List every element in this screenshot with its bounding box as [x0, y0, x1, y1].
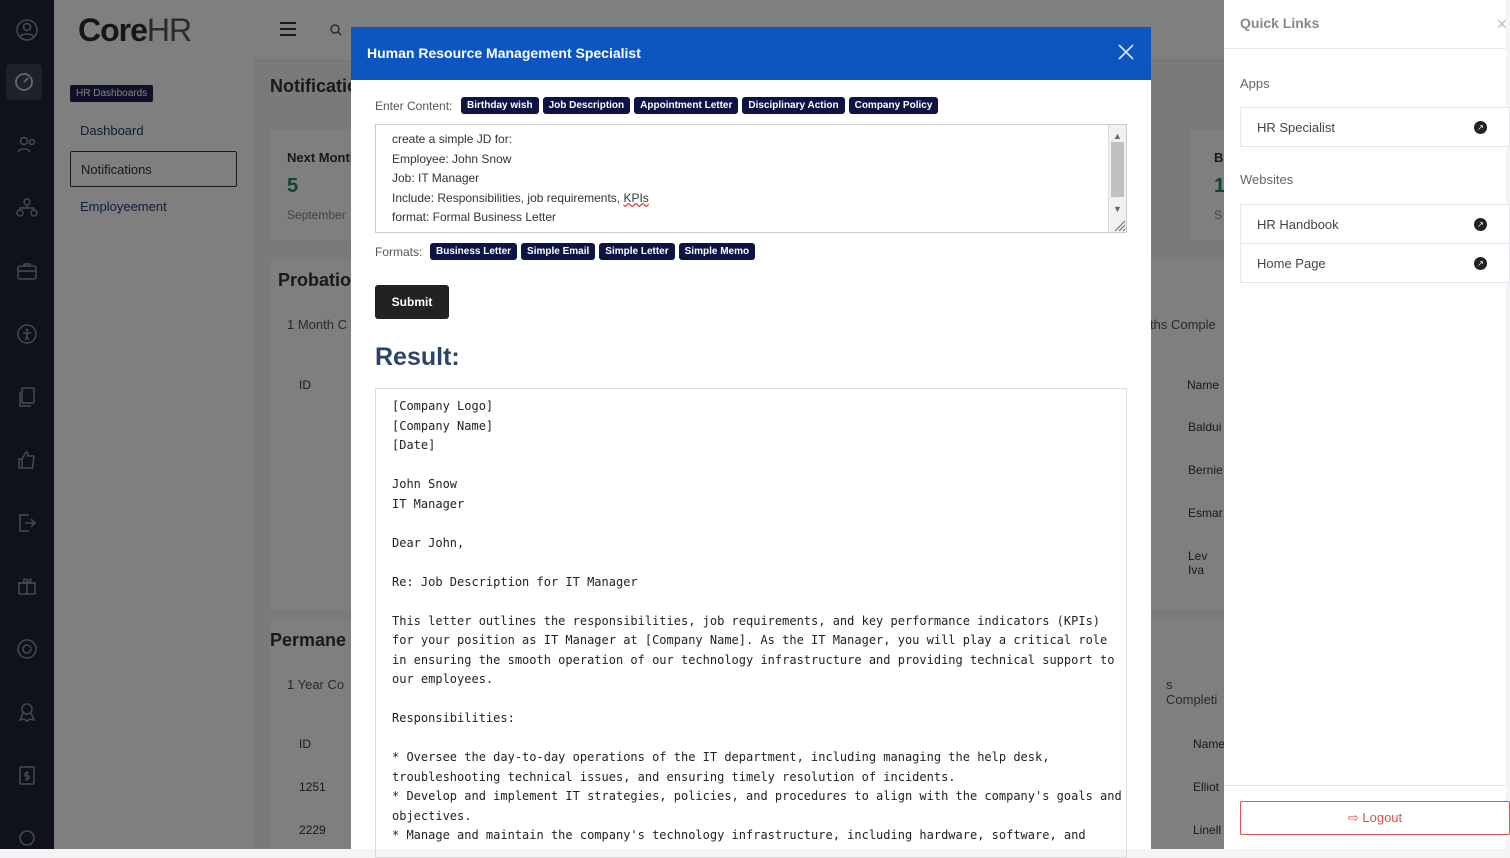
formats-label: Formats: [375, 245, 423, 259]
modal-title: Human Resource Management Specialist [367, 45, 641, 61]
result-line [392, 553, 1110, 573]
prompt-line: format: Formal Business Letter [392, 210, 557, 224]
result-line: * Develop and implement IT strategies, policies, and procedures to align with the company's goals and [392, 789, 1122, 803]
result-line: Re: Job Description for IT Manager [392, 574, 638, 589]
format-chips [430, 243, 755, 260]
spellcheck-word: KPIs [623, 190, 649, 205]
chip-birthday-wish[interactable]: Birthday wish [461, 97, 539, 114]
chip-appointment-letter[interactable]: Appointment Letter [634, 97, 738, 114]
hr-specialist-modal [351, 27, 1151, 849]
chip-business-letter[interactable]: Business Letter [430, 243, 517, 260]
result-line: our employees. [392, 672, 494, 686]
result-line: IT Manager [392, 496, 465, 511]
link-label: Home Page [1257, 256, 1326, 271]
link-hr-handbook[interactable] [1240, 204, 1510, 244]
result-line: [Company Name] [392, 418, 494, 433]
prompt-line: Job: IT Manager [392, 171, 480, 185]
result-line [392, 729, 1110, 749]
prompt-line: Employee: John Snow [392, 151, 512, 166]
content-chips [461, 97, 938, 114]
scroll-up-icon[interactable]: ▲ [1113, 131, 1122, 141]
chip-job-description[interactable]: Job Description [543, 97, 631, 114]
content-textarea[interactable] [375, 124, 1127, 233]
close-icon[interactable] [1115, 41, 1137, 63]
prompt-line: create a simple JD for: [392, 132, 513, 146]
chip-simple-email[interactable]: Simple Email [521, 243, 595, 260]
result-line [392, 592, 1110, 612]
chip-disciplinary-action[interactable]: Disciplinary Action [742, 97, 844, 114]
logout-icon: ⇨ [1347, 810, 1363, 825]
result-heading: Result: [375, 343, 460, 371]
external-link-icon: ↗ [1474, 257, 1487, 270]
scroll-thumb[interactable] [1111, 142, 1124, 197]
modal-header [351, 27, 1151, 80]
quick-links-title: Quick Links [1240, 15, 1320, 31]
chip-simple-memo[interactable]: Simple Memo [679, 243, 755, 260]
result-line: John Snow [392, 477, 458, 491]
result-line: Responsibilities: [392, 711, 515, 725]
result-line: * Oversee the day-to-day operations of the IT department, including managing the help desk, [392, 750, 1050, 764]
prompt-line [392, 189, 1110, 209]
divider [1224, 785, 1506, 786]
result-line [392, 690, 1110, 710]
logout-button[interactable] [1240, 801, 1510, 835]
result-output[interactable] [375, 388, 1127, 858]
result-line: Dear John, [392, 535, 465, 550]
result-line: troubleshooting technical issues, and ensuring timely resolution of incidents. [392, 769, 956, 784]
resize-handle-icon[interactable] [1112, 218, 1126, 232]
close-icon[interactable]: ✕ [1496, 16, 1508, 32]
external-link-icon: ↗ [1474, 218, 1487, 231]
divider [1224, 48, 1506, 49]
link-hr-specialist[interactable] [1240, 107, 1510, 147]
prompt-line-text: Include: Responsibilities, job requirements, [392, 190, 624, 205]
result-line [392, 456, 1110, 476]
result-line: in ensuring the smooth operation of our technology infrastructure and providing technical support to [392, 652, 1115, 667]
result-line: objectives. [392, 808, 472, 823]
result-line: for your position as IT Manager at [Company Name]. As the IT Manager, you will play a critical role [392, 633, 1108, 647]
result-line: [Date] [392, 438, 436, 452]
enter-content-label: Enter Content: [375, 99, 453, 113]
apps-heading: Apps [1240, 76, 1270, 91]
link-home-page[interactable] [1240, 243, 1510, 283]
link-label: HR Handbook [1257, 217, 1339, 232]
result-line: * Manage and maintain the company's technology infrastructure, including hardware, software, and [392, 828, 1086, 842]
submit-button[interactable]: Submit [375, 285, 449, 319]
chip-company-policy[interactable]: Company Policy [849, 97, 939, 114]
result-line [392, 514, 1110, 534]
link-label: HR Specialist [1257, 120, 1336, 135]
textarea-scrollbar[interactable] [1108, 125, 1126, 232]
scroll-down-icon[interactable]: ▼ [1113, 204, 1122, 214]
logout-label: Logout [1362, 810, 1403, 825]
result-line: This letter outlines the responsibilities, job requirements, and key performance indicators (KPIs) [392, 613, 1101, 628]
websites-heading: Websites [1240, 172, 1294, 187]
chip-simple-letter[interactable]: Simple Letter [599, 243, 674, 260]
external-link-icon: ↗ [1474, 121, 1487, 134]
result-line: [Company Logo] [392, 399, 494, 413]
quick-links-panel [1224, 0, 1506, 849]
